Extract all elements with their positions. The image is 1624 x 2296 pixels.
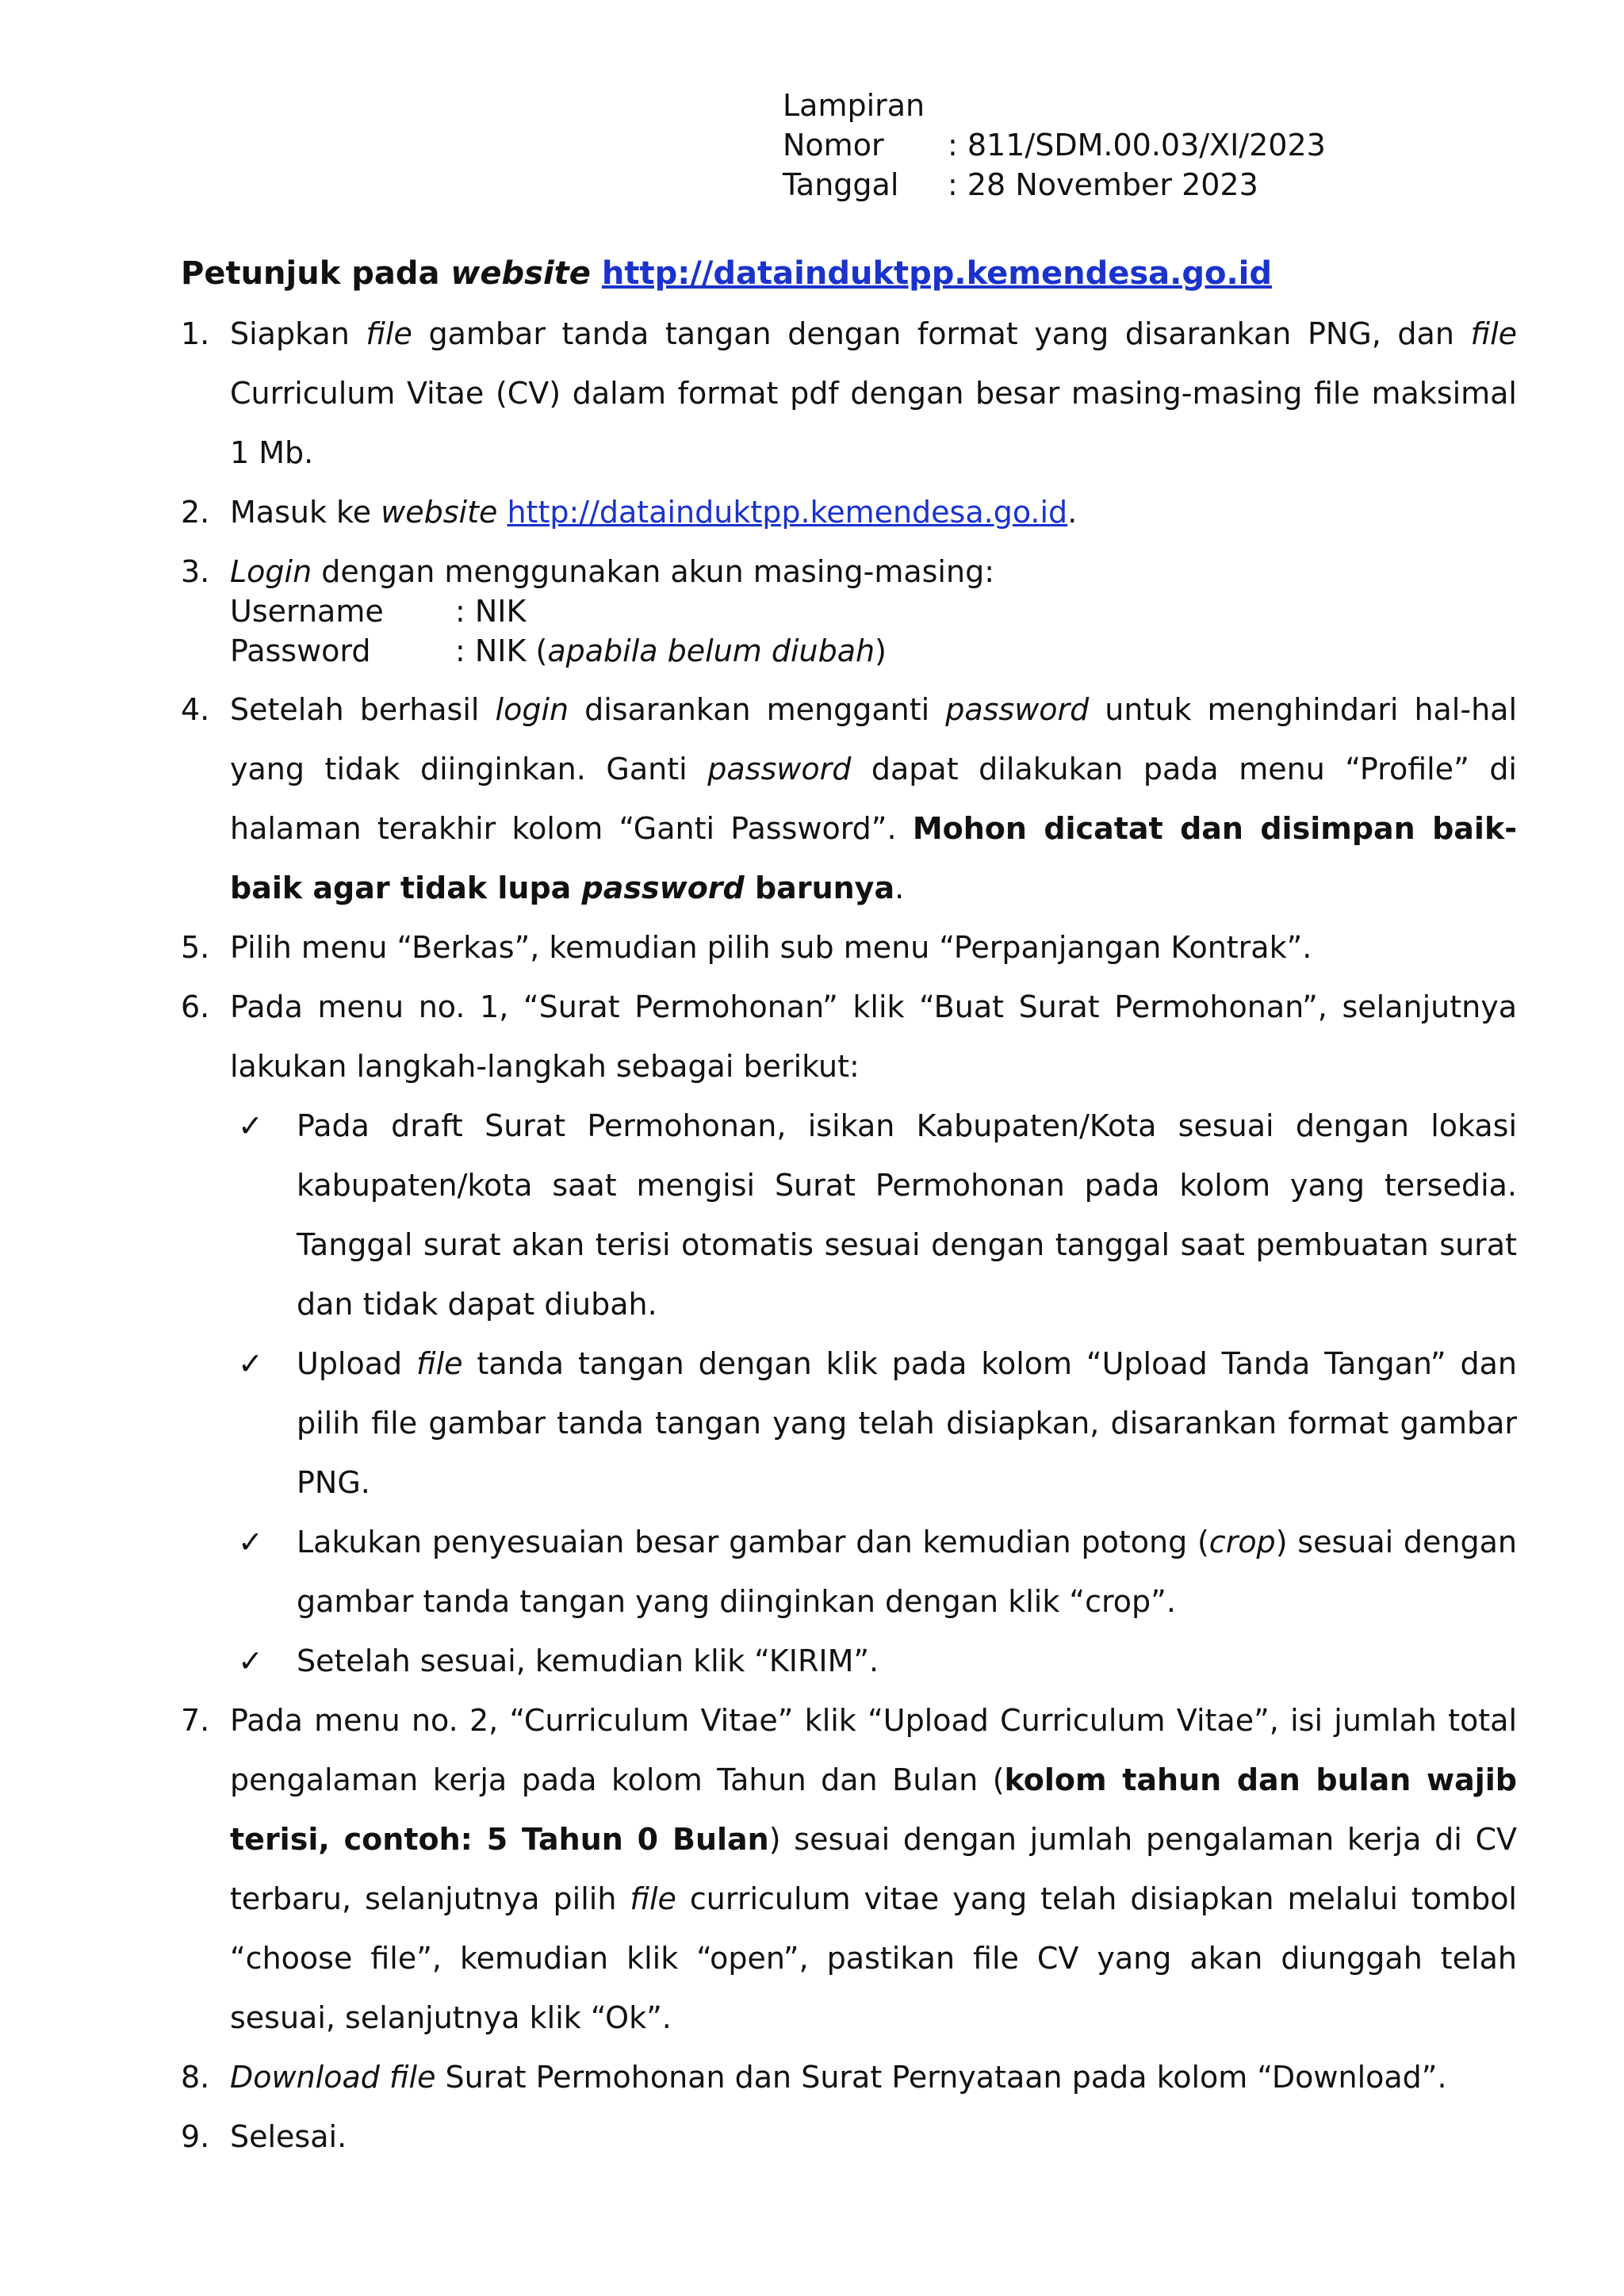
- lampiran-label: Lampiran: [783, 88, 925, 123]
- website-link[interactable]: http://datainduktpp.kemendesa.go.id: [601, 255, 1272, 292]
- list-item-7: [181, 1691, 1517, 2048]
- item-number: 6.: [181, 989, 210, 1024]
- checkmark-icon: ✓: [238, 1644, 263, 1678]
- text: tanda tangan dengan klik pada kolom “Upload Tanda Tangan” dan pilih file gambar tanda tangan yang telah disiapkan, disarankan format gambar PNG.: [297, 1346, 1517, 1500]
- nomor-label: Nomor: [783, 128, 884, 163]
- text-italic: crop: [1208, 1525, 1276, 1559]
- text: Pada menu no. 2, “Curriculum Vitae” klik “Upload Curriculum Vitae”, isi jumlah total pengalaman kerja pada kolom Tahun dan Bulan (: [230, 1703, 1517, 1797]
- checkmark-icon: ✓: [238, 1346, 263, 1381]
- text: ) sesuai dengan jumlah pengalaman kerja di CV terbaru, selanjutnya pilih: [230, 1822, 1518, 1916]
- text: Masuk ke: [230, 495, 381, 530]
- username-value: : NIK: [455, 594, 527, 629]
- tanggal-label: Tanggal: [783, 167, 899, 202]
- text-bold-italic: password: [581, 871, 745, 905]
- sub-step-3: [238, 1513, 1517, 1632]
- attachment-header: [783, 86, 1326, 205]
- sub-steps: [238, 1096, 1517, 1691]
- text-italic: Login: [230, 554, 312, 589]
- sub-step-2: [238, 1334, 1517, 1513]
- nomor-value: : 811/SDM.00.03/XI/2023: [948, 128, 1326, 163]
- list-item-3: [181, 542, 1517, 680]
- text: Setelah sesuai, kemudian klik “KIRIM”.: [297, 1644, 879, 1678]
- password-value: [455, 631, 887, 671]
- item-number: 4.: [181, 692, 210, 727]
- item-number: 3.: [181, 554, 210, 589]
- item-number: 9.: [181, 2119, 210, 2154]
- text-italic: password: [945, 692, 1090, 727]
- text: gambar tanda tangan dengan format yang disarankan PNG, dan: [412, 316, 1471, 351]
- text: : NIK (: [455, 633, 548, 668]
- text: Pada draft Surat Permohonan, isikan Kabupaten/Kota sesuai dengan lokasi kabupaten/kota saat mengisi Surat Permohonan pada kolom yang tersedia. Tanggal surat akan terisi otomatis sesuai dengan tanggal saat pembuatan surat dan tidak dapat diubah.: [297, 1108, 1517, 1322]
- text: ) sesuai dengan gambar tanda tangan yang diinginkan dengan klik “crop”.: [297, 1525, 1517, 1619]
- item-number: 1.: [181, 316, 210, 351]
- text: Upload: [297, 1346, 417, 1381]
- text-italic: login: [495, 692, 569, 727]
- text: Pilih menu “Berkas”, kemudian pilih sub menu “Perpanjangan Kontrak”.: [230, 930, 1312, 965]
- title-italic: website: [450, 255, 591, 292]
- checkmark-icon: ✓: [238, 1525, 263, 1559]
- password-label: Password: [230, 633, 371, 668]
- sub-step-1: [238, 1096, 1517, 1334]
- text: Selesai.: [230, 2119, 347, 2154]
- sub-step-4: [238, 1632, 1517, 1691]
- text: Setelah berhasil: [230, 692, 496, 727]
- item-number: 7.: [181, 1703, 210, 1738]
- item-number: 2.: [181, 495, 210, 530]
- text-italic: Download file: [230, 2060, 436, 2095]
- item-number: 5.: [181, 930, 210, 965]
- text-bold: Mohon dicatat dan disimpan baik-baik agar tidak lupa: [230, 811, 1518, 905]
- text: untuk menghindari hal-hal yang tidak diinginkan. Ganti: [230, 692, 1518, 786]
- item-number: 8.: [181, 2060, 210, 2095]
- text: Pada menu no. 1, “Surat Permohonan” klik “Buat Surat Permohonan”, selanjutnya lakukan langkah-langkah sebagai berikut:: [230, 989, 1517, 1084]
- list-item-5: [181, 918, 1517, 978]
- text: dapat dilakukan pada menu “Profile” di halaman terakhir kolom “Ganti Password”.: [230, 752, 1517, 846]
- text-bold: barunya: [744, 871, 895, 905]
- text: Siapkan: [230, 316, 366, 351]
- text-italic: file: [1470, 316, 1518, 351]
- text-italic: password: [707, 752, 852, 786]
- website-link-inline[interactable]: http://datainduktpp.kemendesa.go.id: [507, 495, 1068, 530]
- text: Lakukan penyesuaian besar gambar dan kemudian potong (: [297, 1525, 1209, 1559]
- text: .: [894, 871, 905, 905]
- username-row: [230, 591, 1517, 631]
- text: curriculum vitae yang telah disiapkan melalui tombol “choose file”, kemudian klik “open”, pastikan file CV yang akan diunggah telah sesuai, selanjutnya klik “Ok”.: [230, 1881, 1517, 2035]
- text: [497, 495, 507, 530]
- text-italic: apabila belum diubah: [547, 633, 875, 668]
- text: Surat Permohonan dan Surat Pernyataan pada kolom “Download”.: [435, 2060, 1447, 2095]
- list-item-4: [181, 680, 1517, 918]
- text-italic: website: [381, 495, 498, 530]
- instruction-list: [181, 304, 1517, 2167]
- title-prefix: Petunjuk pada: [181, 255, 451, 292]
- text: .: [1067, 495, 1078, 530]
- text-bold: kolom tahun dan bulan wajib terisi, contoh: 5 Tahun 0 Bulan: [230, 1762, 1518, 1857]
- list-item-9: [181, 2107, 1517, 2167]
- instructions-title: [181, 251, 1272, 297]
- password-row: [230, 631, 1517, 671]
- list-item-6: [181, 978, 1517, 1691]
- tanggal-value: : 28 November 2023: [948, 167, 1258, 202]
- checkmark-icon: ✓: [238, 1108, 263, 1143]
- text-italic: file: [366, 316, 412, 351]
- username-label: Username: [230, 594, 384, 629]
- text-italic: file: [630, 1881, 676, 1916]
- list-item-2: [181, 483, 1517, 542]
- list-item-1: [181, 304, 1517, 483]
- text: disarankan mengganti: [569, 692, 946, 727]
- text: Curriculum Vitae (CV) dalam format pdf dengan besar masing-masing file maksimal 1 Mb.: [230, 376, 1517, 470]
- text: dengan menggunakan akun masing-masing:: [312, 554, 994, 589]
- list-item-8: [181, 2048, 1517, 2107]
- text: ): [875, 633, 887, 668]
- text-italic: file: [416, 1346, 463, 1381]
